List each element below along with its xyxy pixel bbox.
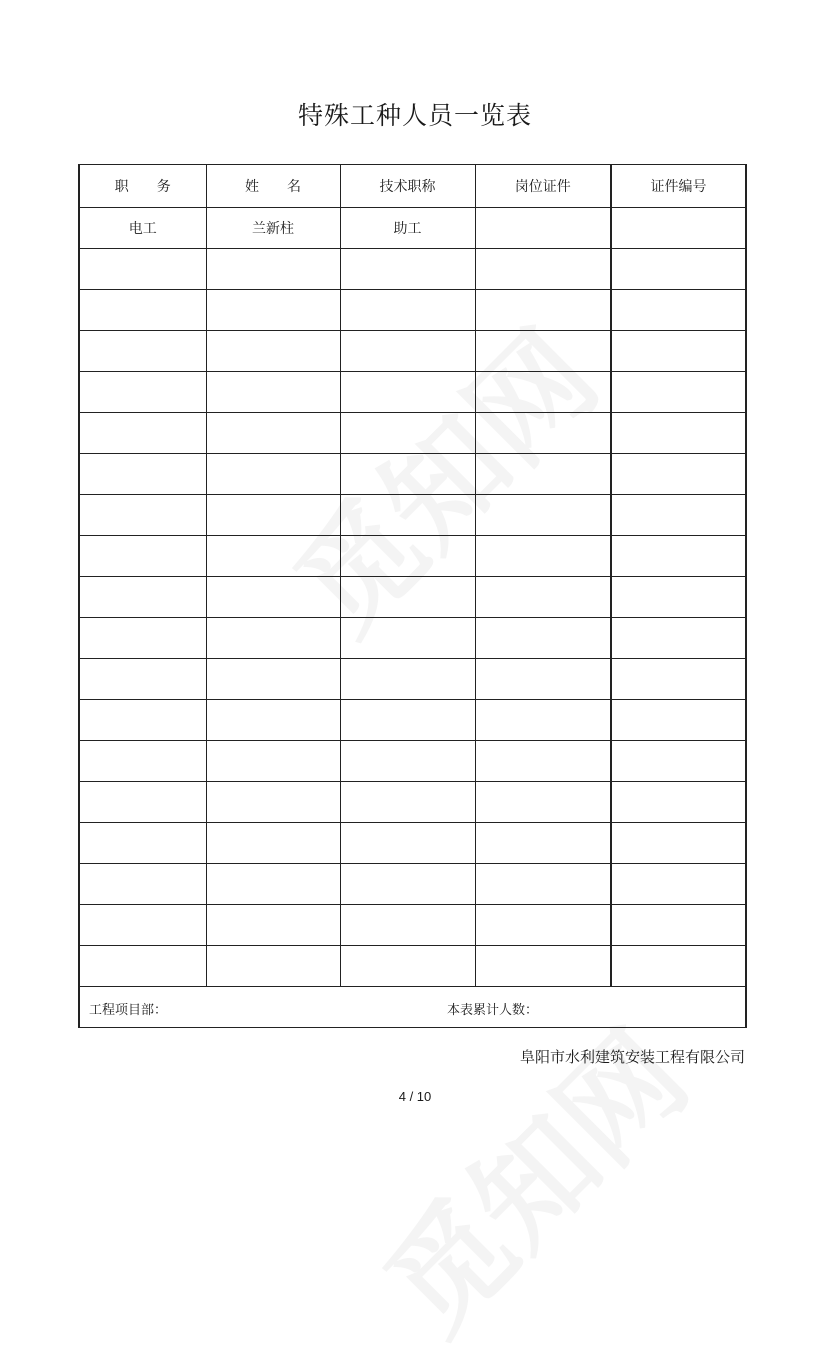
cell-title	[340, 331, 475, 372]
cell-name	[206, 249, 340, 290]
cell-name	[206, 741, 340, 782]
cell-title	[340, 823, 475, 864]
cell-title	[340, 659, 475, 700]
cell-cert-number	[611, 413, 746, 454]
cell-title	[340, 782, 475, 823]
table-row	[79, 413, 746, 454]
cell-certificate	[475, 823, 611, 864]
cell-position	[79, 659, 206, 700]
project-department-label: 工程项目部：	[89, 1003, 168, 1018]
cell-name	[206, 495, 340, 536]
column-header-name: 姓 名	[206, 165, 340, 208]
table-row	[79, 659, 746, 700]
cell-certificate	[475, 700, 611, 741]
footer-cell	[79, 987, 746, 1028]
cell-certificate	[475, 741, 611, 782]
cell-certificate	[475, 864, 611, 905]
cell-name	[206, 454, 340, 495]
cell-position	[79, 741, 206, 782]
cell-title	[340, 413, 475, 454]
cell-name	[206, 823, 340, 864]
cell-cert-number	[611, 495, 746, 536]
table-row	[79, 741, 746, 782]
cell-title	[340, 536, 475, 577]
cell-title	[340, 577, 475, 618]
column-header-title: 技术职称	[340, 165, 475, 208]
cell-title	[340, 249, 475, 290]
cell-title	[340, 454, 475, 495]
cell-name	[206, 782, 340, 823]
column-header-cert-number: 证件编号	[611, 165, 746, 208]
cell-position	[79, 290, 206, 331]
cell-name	[206, 290, 340, 331]
cell-certificate	[475, 372, 611, 413]
cell-position	[79, 946, 206, 987]
cell-name	[206, 618, 340, 659]
table-header-row	[79, 165, 746, 208]
cell-position	[79, 905, 206, 946]
cell-position	[79, 413, 206, 454]
cell-name	[206, 659, 340, 700]
cell-name	[206, 864, 340, 905]
cell-title	[340, 946, 475, 987]
column-header-certificate: 岗位证件	[475, 165, 611, 208]
table-row	[79, 577, 746, 618]
table-row	[79, 208, 746, 249]
cell-certificate	[475, 331, 611, 372]
cell-position	[79, 249, 206, 290]
cell-position: 电工	[79, 208, 206, 249]
cell-certificate	[475, 659, 611, 700]
cell-cert-number	[611, 331, 746, 372]
cell-position	[79, 864, 206, 905]
cell-title	[340, 372, 475, 413]
table-row	[79, 290, 746, 331]
cell-title	[340, 741, 475, 782]
cell-certificate	[475, 905, 611, 946]
cell-position	[79, 454, 206, 495]
cell-name	[206, 946, 340, 987]
cell-position	[79, 331, 206, 372]
cell-name	[206, 700, 340, 741]
cell-certificate	[475, 454, 611, 495]
column-header-position: 职 务	[79, 165, 206, 208]
cell-name	[206, 372, 340, 413]
table-body	[79, 208, 746, 987]
cell-position	[79, 700, 206, 741]
cell-cert-number	[611, 741, 746, 782]
cell-title	[340, 618, 475, 659]
cell-title	[340, 905, 475, 946]
cell-cert-number	[611, 249, 746, 290]
cell-certificate	[475, 208, 611, 249]
cell-name	[206, 536, 340, 577]
table-row	[79, 536, 746, 577]
cell-certificate	[475, 946, 611, 987]
cell-certificate	[475, 413, 611, 454]
cell-cert-number	[611, 577, 746, 618]
personnel-table	[78, 164, 747, 1028]
table-row	[79, 946, 746, 987]
cell-cert-number	[611, 454, 746, 495]
table-row	[79, 700, 746, 741]
cell-position	[79, 823, 206, 864]
table-footer-row	[79, 987, 746, 1028]
table-row	[79, 372, 746, 413]
cell-certificate	[475, 782, 611, 823]
cell-position	[79, 372, 206, 413]
table-row	[79, 618, 746, 659]
cell-title	[340, 495, 475, 536]
table-row	[79, 331, 746, 372]
cell-title	[340, 864, 475, 905]
cell-position	[79, 536, 206, 577]
watermark-bottom	[342, 988, 718, 1364]
cell-name: 兰新柱	[206, 208, 340, 249]
table-row	[79, 782, 746, 823]
table-row	[79, 823, 746, 864]
cell-cert-number	[611, 290, 746, 331]
cell-certificate	[475, 577, 611, 618]
cell-cert-number	[611, 782, 746, 823]
table-row	[79, 905, 746, 946]
table-row	[79, 495, 746, 536]
cell-certificate	[475, 618, 611, 659]
cell-cert-number	[611, 823, 746, 864]
cell-name	[206, 331, 340, 372]
cell-certificate	[475, 249, 611, 290]
cell-title	[340, 700, 475, 741]
cell-position	[79, 577, 206, 618]
cell-name	[206, 577, 340, 618]
cell-cert-number	[611, 659, 746, 700]
cell-cert-number	[611, 946, 746, 987]
cell-position	[79, 618, 206, 659]
page-title: 特殊工种人员一览表	[297, 101, 532, 130]
cell-position	[79, 782, 206, 823]
cell-cert-number	[611, 864, 746, 905]
table-row	[79, 249, 746, 290]
page-number: 4 / 10	[398, 1089, 432, 1104]
cell-certificate	[475, 536, 611, 577]
cell-cert-number	[611, 208, 746, 249]
total-count-label: 本表累计人数：	[447, 1003, 539, 1018]
cell-position	[79, 495, 206, 536]
company-name: 阜阳市水利建筑安装工程有限公司	[519, 1048, 745, 1066]
cell-cert-number	[611, 905, 746, 946]
cell-cert-number	[611, 372, 746, 413]
table-row	[79, 864, 746, 905]
cell-cert-number	[611, 700, 746, 741]
cell-name	[206, 413, 340, 454]
cell-cert-number	[611, 618, 746, 659]
cell-certificate	[475, 290, 611, 331]
cell-name	[206, 905, 340, 946]
cell-cert-number	[611, 536, 746, 577]
table-row	[79, 454, 746, 495]
cell-title	[340, 290, 475, 331]
cell-title: 助工	[340, 208, 475, 249]
cell-certificate	[475, 495, 611, 536]
